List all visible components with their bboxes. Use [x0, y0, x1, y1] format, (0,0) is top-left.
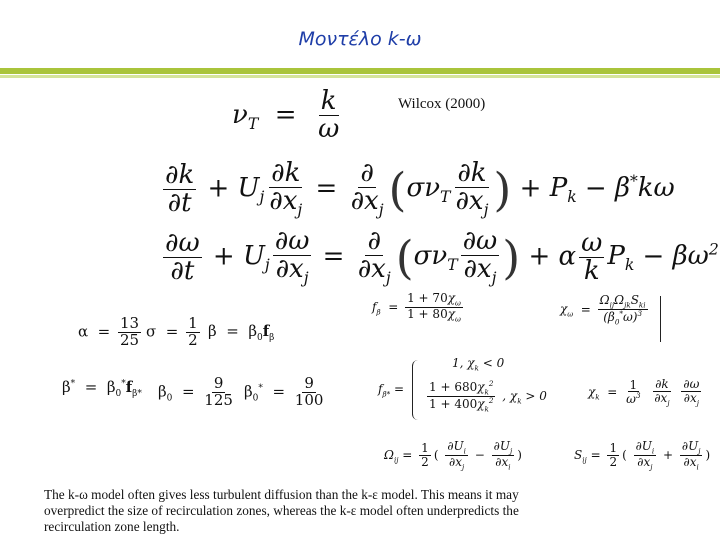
f-beta-star-case-2: $\frac{1 + 680\chi_k^2}{1 + 400\chi_k^2}$ , $\chi_k > 0$: [429, 379, 547, 414]
strain-tensor-equation: $S_{ij}$ = $\frac{1}{2}$ ( $\frac{\partial U_i}{\partial x_j}$ + $\frac{\partial U_j}{\partial x_i}$ ): [574, 439, 711, 472]
f-beta-star-label: $f_{\beta*}$ =: [378, 382, 405, 399]
model-comparison-note: The k-ω model often gives less turbulent diffusion than the k-ε model. This means it may overpredict the size of recirculation zones, whereas the k-ε model often underpredicts the recirculation zone length.: [44, 487, 519, 534]
chi-omega-equation: $\chi_\omega$ = $\frac{\Omega_{ij}\Omega_{jk}S_{ki}}{(\beta_0^*\omega)^3}$: [560, 293, 646, 327]
omega-transport-equation: $\frac{\partial\omega}{\partial t}$ + $U_j$ $\frac{\partial\omega}{\partial x_j}$ = $\frac{\partial}{\partial x_j}$ ($\sigma\nu_T$ $\frac{\partial\omega}{\partial x_j}$ ) + α $\frac{\omega}{k}$ $P_k - \beta\omega^2$: [165, 226, 719, 288]
chi-k-equation: $\chi_k$ = $\frac{1}{\omega^3}$ $\frac{\partial k}{\partial x_j}$ $\frac{\partial\omega}{\partial x_j}$: [588, 377, 700, 407]
abs-bar: [660, 296, 661, 342]
eddy-viscosity-equation: $\nu_T$ = $\frac{k}{\omega}$: [232, 86, 340, 145]
k-transport-equation: $\frac{\partial k}{\partial t}$ + $U_j$ $\frac{\partial k}{\partial x_j}$ = $\frac{\partial}{\partial x_j}$ ($\sigma\nu_T$ $\frac{\partial k}{\partial x_j}$ ) + $P_k - \beta^*k\omega$: [165, 158, 675, 220]
title-underline-bar-light: [0, 75, 720, 78]
title-underline-bar: [0, 68, 720, 74]
beta-star-relation: $\beta^* = \beta_0^*f_{\beta*}$: [62, 378, 142, 399]
beta-relation: $\beta = \beta_0f_\beta$: [208, 322, 275, 343]
beta0-constant: $\beta_0$ = $\frac{9}{125}$: [158, 374, 233, 409]
sigma-constant: σ = $\frac{1}{2}$: [146, 314, 198, 349]
reference-label: Wilcox (2000): [398, 96, 486, 112]
beta0-star-constant: $\beta_0^*$ = $\frac{9}{100}$: [244, 374, 324, 409]
alpha-constant: α = $\frac{13}{25}$: [78, 314, 140, 349]
rotation-tensor-equation: $\Omega_{ij}$ = $\frac{1}{2}$ ( $\frac{\partial U_i}{\partial x_j}$ − $\frac{\partial U_j}{\partial x_i}$ ): [384, 439, 522, 472]
f-beta-star-case-1: 1, $\chi_k < 0$: [452, 356, 505, 373]
f-beta-equation: $f_\beta$ = $\frac{1 + 70\chi_\omega}{1 + 80\chi_\omega}$: [372, 291, 461, 324]
slide-title: Μοντέλο k-ω: [298, 28, 422, 50]
piecewise-brace: [412, 360, 422, 420]
